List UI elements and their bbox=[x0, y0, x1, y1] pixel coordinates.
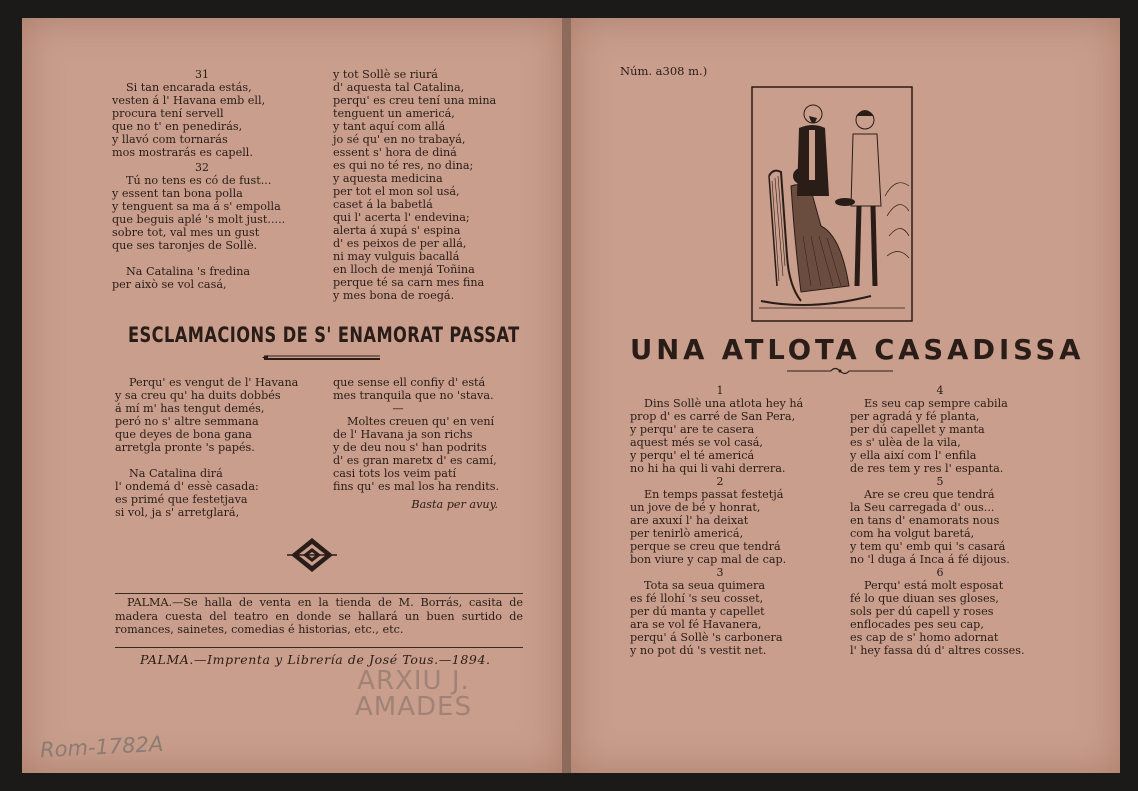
pencil-catalog-mark: Rom-1782A bbox=[39, 731, 164, 763]
verse-line: y ella així com l' enfila bbox=[850, 449, 977, 462]
verse-line: es qui no té res, no dina; bbox=[333, 159, 474, 172]
verse-line: que beguis aplé 's molt just..... bbox=[112, 213, 286, 226]
verse-line: mos mostrarás es capell. bbox=[112, 146, 253, 159]
section-title: ESCLAMACIONS DE S' ENAMORAT PASSAT bbox=[128, 323, 520, 347]
poem-right-column bbox=[333, 68, 496, 302]
stanza-number: 3 bbox=[716, 566, 724, 579]
section-stanza bbox=[115, 376, 298, 454]
stanza-31 bbox=[112, 81, 312, 159]
section-stanza bbox=[115, 467, 298, 519]
verse-line: qui l' acerta l' endevina; bbox=[333, 211, 470, 224]
verse-line: y no pot dú 's vestit net. bbox=[630, 644, 767, 657]
verse-line: y tant aquí com allá bbox=[333, 120, 446, 133]
verse-line: bon viure y cap mal de cap. bbox=[630, 553, 787, 566]
verse-line: per dú manta y capellet bbox=[630, 605, 765, 618]
verse-line: enflocades pes seu cap, bbox=[850, 618, 984, 631]
verse-line: procura tení servell bbox=[112, 107, 224, 120]
verse-line: jo sé qu' en no trabayá, bbox=[333, 133, 466, 146]
section-right-column bbox=[333, 376, 498, 511]
verse-line: per això se vol casá, bbox=[112, 278, 227, 291]
verse-line: y essent tan bona polla bbox=[112, 187, 243, 200]
verse-line: y sa creu qu' ha duits dobbés bbox=[115, 389, 281, 402]
verse-line: tenguent un americá, bbox=[333, 107, 455, 120]
verse-line: com ha volgut baretá, bbox=[850, 527, 975, 540]
stanza-ending bbox=[112, 265, 312, 291]
footer-middle-rule bbox=[115, 647, 523, 648]
stanza-number: 31 bbox=[195, 68, 209, 81]
verse-line: sobre tot, val mes un gust bbox=[112, 226, 260, 239]
verse-line: l' ondemá d' essè casada: bbox=[115, 480, 259, 493]
verse-line: per agradá y fé planta, bbox=[850, 410, 980, 423]
stanza-32 bbox=[112, 174, 312, 252]
page-number: Núm. a308 m.) bbox=[620, 64, 708, 78]
verse-line: caset á la babetlá bbox=[333, 198, 433, 211]
verse-line: Es seu cap sempre cabila bbox=[864, 397, 1008, 410]
stanza bbox=[850, 488, 1040, 566]
verse-line: en tans d' enamorats nous bbox=[850, 514, 1000, 527]
verse-line: es primé que festetjava bbox=[115, 493, 248, 506]
verse-line: ni may vulguis bacallá bbox=[333, 250, 460, 263]
verse-line: á mí m' has tengut demés, bbox=[115, 402, 265, 415]
ornamental-rule bbox=[785, 366, 895, 376]
verse-line: no 'l duga á Inca á fé dijous. bbox=[850, 553, 1010, 566]
verse-line: Moltes creuen qu' en vení bbox=[347, 415, 495, 428]
stanza-number: 4 bbox=[936, 384, 944, 397]
verse-line: de res tem y res l' espanta. bbox=[850, 462, 1004, 475]
verse-line: perqu' es creu tení una mina bbox=[333, 94, 497, 107]
verse-line: prop d' es carré de San Pera, bbox=[630, 410, 796, 423]
verse-line: y mes bona de roegá. bbox=[333, 289, 455, 302]
section-stanza bbox=[333, 415, 498, 493]
verse-line: Tota sa seua quimera bbox=[644, 579, 766, 592]
ornamental-rule bbox=[262, 353, 382, 363]
main-title: UNA ATLOTA CASADISSA bbox=[630, 333, 1085, 366]
verse-line: vesten á l' Havana emb ell, bbox=[112, 94, 266, 107]
verse-line: perque se creu que tendrá bbox=[630, 540, 781, 553]
stanza-number: 6 bbox=[936, 566, 944, 579]
footer-imprint: PALMA.—Imprenta y Librería de José Tous.—1894. bbox=[140, 652, 491, 667]
verse-line: per dú capellet y manta bbox=[850, 423, 985, 436]
stamp-line: AMADES bbox=[355, 692, 472, 722]
verse-line: mes tranquila que no 'stava. bbox=[333, 389, 494, 402]
stanza bbox=[850, 579, 1040, 657]
verse-line: Si tan encarada estás, bbox=[126, 81, 252, 94]
verse-line: ara se vol fé Havanera, bbox=[630, 618, 762, 631]
verse-line: Tú no tens es có de fust... bbox=[126, 174, 272, 187]
verse-line: Na Catalina 's fredina bbox=[126, 265, 251, 278]
verse-line: l' hey fassa dú d' altres cosses. bbox=[850, 644, 1025, 657]
stanza-number: 2 bbox=[716, 475, 724, 488]
decorative-ornament bbox=[287, 536, 337, 574]
verse-line: y perqu' are te casera bbox=[630, 423, 755, 436]
verse-line: y llavó com tornarás bbox=[112, 133, 228, 146]
verse-line: fé lo que diuan ses gloses, bbox=[850, 592, 999, 605]
verse-line: perque té sa carn mes fina bbox=[333, 276, 485, 289]
verse-line: que no t' en penedirás, bbox=[112, 120, 243, 133]
verse-line: Perqu' está molt esposat bbox=[864, 579, 1004, 592]
verse-line: que ses taronjes de Sollè. bbox=[112, 239, 258, 252]
stanza bbox=[850, 397, 1040, 475]
stanza bbox=[630, 579, 820, 657]
verse-line: de l' Havana ja son richs bbox=[333, 428, 473, 441]
stanza-number: 1 bbox=[716, 384, 724, 397]
verse-line: y perqu' el té americá bbox=[630, 449, 755, 462]
verse-line: Perqu' es vengut de l' Havana bbox=[129, 376, 299, 389]
right-column-2 bbox=[850, 384, 1040, 657]
dash-separator: — bbox=[392, 402, 404, 415]
verse-line: la Seu carregada d' ous... bbox=[850, 501, 995, 514]
verse-line: casi tots los veim patí bbox=[333, 467, 457, 480]
verse-line: un jove de bé y honrat, bbox=[630, 501, 761, 514]
poem-left-column bbox=[112, 68, 312, 291]
verse-line: d' es gran maretx d' es camí, bbox=[333, 454, 497, 467]
verse-line: perqu' á Sollè 's carbonera bbox=[630, 631, 783, 644]
verse-line: Dins Sollè una atlota hey há bbox=[644, 397, 804, 410]
verse-line: y tot Sollè se riurá bbox=[333, 68, 438, 81]
verse-line: no hi ha qui li vahi derrera. bbox=[630, 462, 786, 475]
verse-line: es s' ulèa de la vila, bbox=[850, 436, 961, 449]
verse-line: Na Catalina dirá bbox=[129, 467, 223, 480]
footer-notice: PALMA.—Se halla de venta en la tienda de M. Borrás, casita de madera cuesta del teatro en donde se hallará un buen surtido de romances, sainetes, comedias é historias, etc., etc. bbox=[115, 596, 523, 636]
verse-line: arretgla pronte 's papés. bbox=[115, 441, 255, 454]
verse-line: alerta á xupá s' espina bbox=[333, 224, 461, 237]
stanza-number: 32 bbox=[195, 161, 209, 174]
stamp-line: ARXIU J. bbox=[357, 666, 470, 696]
verse-line: y tem qu' emb qui 's casará bbox=[850, 540, 1006, 553]
verse-line: per tot el mon sol usá, bbox=[333, 185, 460, 198]
section-stanza bbox=[333, 376, 498, 402]
verse-line: aquest més se vol casá, bbox=[630, 436, 763, 449]
verse-line: es cap de s' homo adornat bbox=[850, 631, 999, 644]
verse-line: d' es peixos de per allá, bbox=[333, 237, 467, 250]
verse-line: En temps passat festetjá bbox=[644, 488, 784, 501]
verse-line: y de deu nou s' han podrits bbox=[333, 441, 487, 454]
verse-line: si vol, ja s' arretglará, bbox=[115, 506, 240, 519]
signoff: Basta per avuy. bbox=[411, 498, 498, 511]
verse-line: y aquesta medicina bbox=[333, 172, 443, 185]
verse-line: sols per dú capell y roses bbox=[850, 605, 994, 618]
verse-line: Are se creu que tendrá bbox=[864, 488, 995, 501]
verse-line: d' aquesta tal Catalina, bbox=[333, 81, 465, 94]
verse-line: peró no s' altre semmana bbox=[115, 415, 259, 428]
stanza bbox=[630, 488, 820, 566]
archive-stamp bbox=[355, 668, 472, 720]
verse-line: essent s' hora de diná bbox=[333, 146, 457, 159]
verse-line: en lloch de menjá Toñina bbox=[333, 263, 475, 276]
verse-line: are axuxí l' ha deixat bbox=[630, 514, 749, 527]
verse-line: fins qu' es mal los ha rendits. bbox=[333, 480, 500, 493]
engraving-illustration bbox=[751, 86, 913, 322]
verse-line: es fé llohí 's seu cosset, bbox=[630, 592, 764, 605]
stanza-number: 5 bbox=[936, 475, 944, 488]
verse-line: y tenguent sa ma á s' empolla bbox=[112, 200, 281, 213]
verse-line: que sense ell confiy d' está bbox=[333, 376, 486, 389]
section-left-column bbox=[115, 376, 298, 519]
footer-top-rule bbox=[115, 593, 523, 594]
stanza bbox=[630, 397, 820, 475]
verse-line: que deyes de bona gana bbox=[115, 428, 252, 441]
right-column-1 bbox=[630, 384, 820, 657]
verse-line: per tenirlò americá, bbox=[630, 527, 744, 540]
